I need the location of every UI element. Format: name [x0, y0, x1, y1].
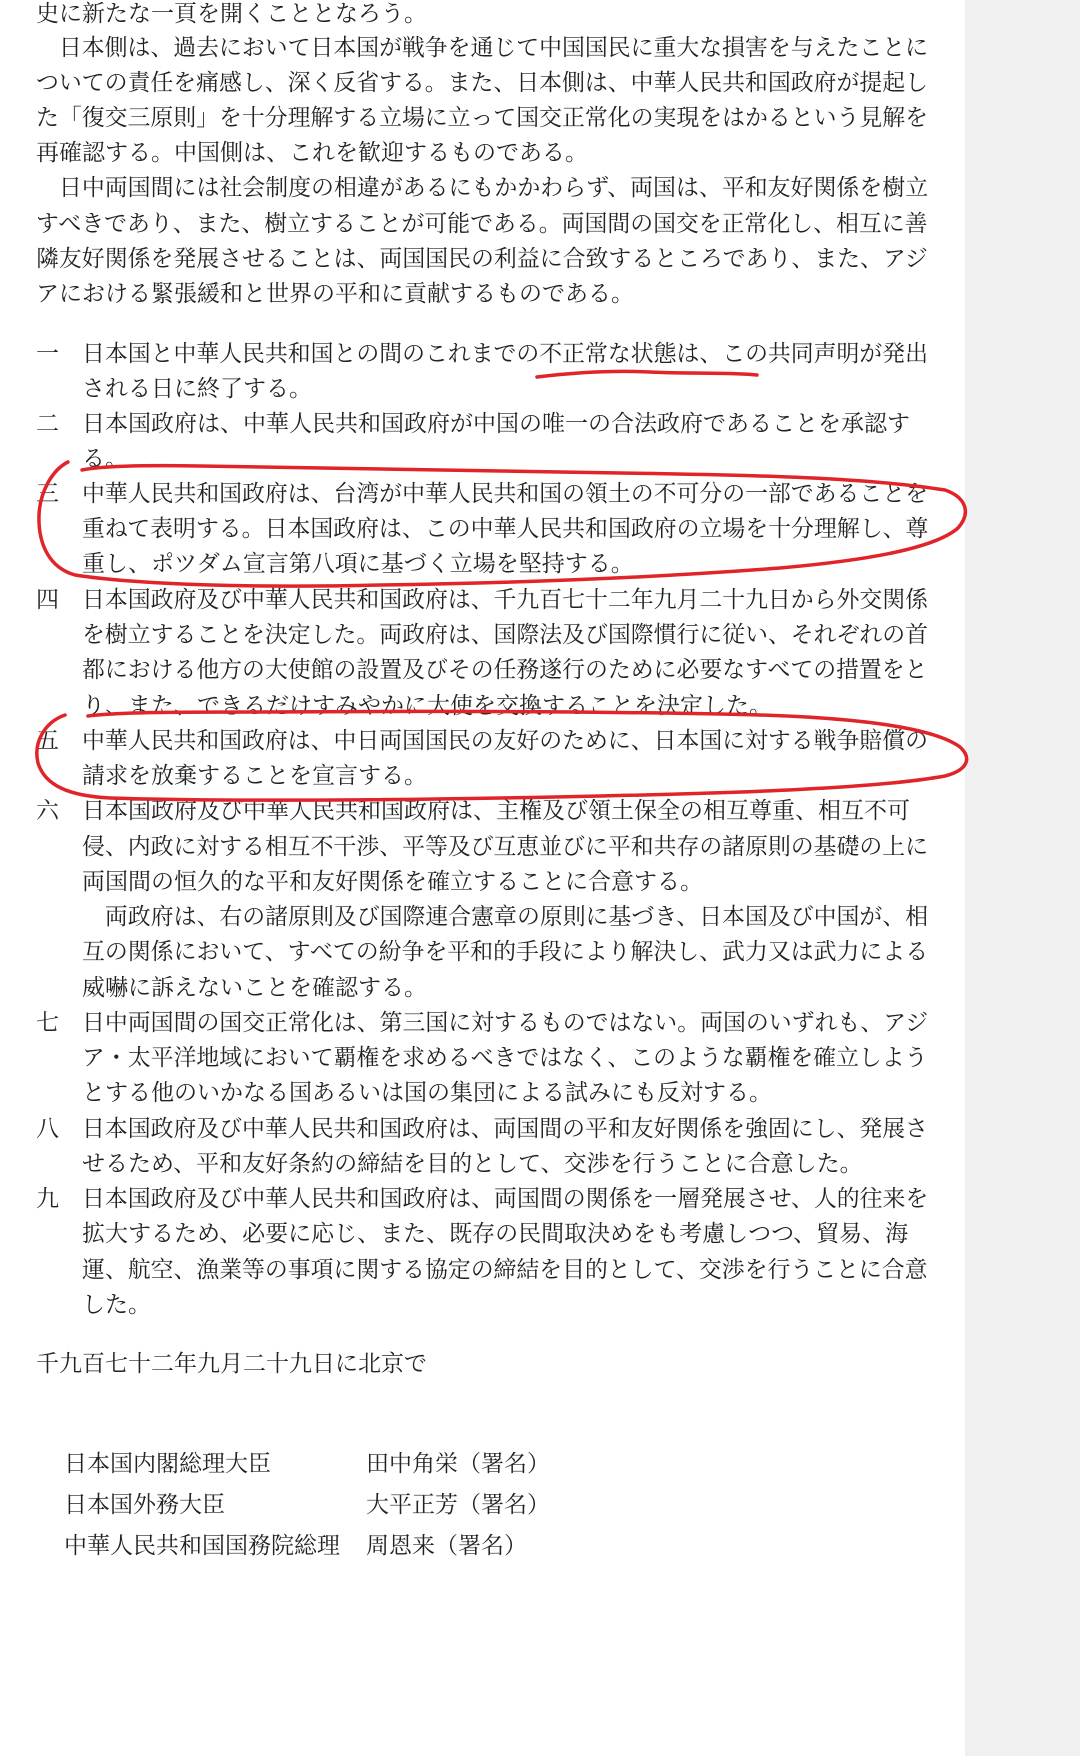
signatory-name: 大平正芳（署名）	[366, 1492, 550, 1518]
intro-line: 再確認する。中国側は、これを歓迎するものである。	[36, 140, 588, 166]
article-line: 日本国と中華人民共和国との間のこれまでの不正常な状態は、この共同声明が発出	[82, 341, 928, 367]
article-line: 日中両国間の国交正常化は、第三国に対するものではない。両国のいずれも、アジ	[82, 1010, 929, 1036]
intro-line: 日中両国間には社会制度の相違があるにもかかわらず、両国は、平和友好関係を樹立	[36, 175, 929, 201]
article-line: 重し、ポツダム宣言第八項に基づく立場を堅持する。	[82, 551, 634, 577]
article-number: 四	[36, 587, 59, 613]
article-line: る。	[82, 446, 128, 472]
signatory-title: 日本国内閣総理大臣	[64, 1451, 271, 1477]
article-line: 拡大するため、必要に応じ、また、既存の民間取決めをも考慮しつつ、貿易、海	[82, 1221, 909, 1247]
article-line: 日本国政府は、中華人民共和国政府が中国の唯一の合法政府であることを承認す	[82, 411, 910, 437]
article-line: ア・太平洋地域において覇権を求めるべきではなく、このような覇権を確立しよう	[82, 1045, 928, 1071]
intro-line: アにおける緊張緩和と世界の平和に貢献するものである。	[36, 281, 634, 307]
article-number: 二	[36, 411, 59, 437]
article-line: 中華人民共和国政府は、中日両国国民の友好のために、日本国に対する戦争賠償の	[82, 728, 928, 754]
intro-line: 隣友好関係を発展させることは、両国国民の利益に合致するところであり、また、アジ	[36, 246, 928, 272]
article-number: 九	[36, 1186, 59, 1212]
intro-line: 史に新たな一頁を開くこととなろう。	[36, 1, 427, 27]
article-line: される日に終了する。	[82, 376, 312, 402]
article-line: り、また、できるだけすみやかに大使を交換することを決定した。	[82, 693, 772, 719]
article-number: 七	[36, 1010, 59, 1036]
date-place: 千九百七十二年九月二十九日に北京で	[36, 1351, 427, 1377]
article-line: 重ねて表明する。日本国政府は、この中華人民共和国政府の立場を十分理解し、尊	[82, 516, 929, 542]
article-number: 五	[36, 728, 59, 754]
article-number: 八	[36, 1116, 59, 1142]
intro-line: た「復交三原則」を十分理解する立場に立って国交正常化の実現をはかるという見解を	[36, 105, 928, 131]
article-line: 両政府は、右の諸原則及び国際連合憲章の原則に基づき、日本国及び中国が、相	[82, 904, 929, 930]
article-number: 六	[36, 798, 59, 824]
article-number: 三	[36, 481, 59, 507]
article-line: 侵、内政に対する相互不干渉、平等及び互恵並びに平和共存の諸原則の基礎の上に	[82, 834, 928, 860]
article-line: とする他のいかなる国あるいは国の集団による試みにも反対する。	[82, 1080, 772, 1106]
article-line: した。	[82, 1292, 151, 1318]
article-line: 請求を放棄することを宣言する。	[82, 763, 427, 789]
signatory-title: 中華人民共和国国務院総理	[64, 1533, 340, 1559]
article-line: 威嚇に訴えないことを確認する。	[82, 975, 427, 1001]
article-line: 両国間の恒久的な平和友好関係を確立することに合意する。	[82, 869, 703, 895]
article-line: 日本国政府及び中華人民共和国政府は、両国間の関係を一層発展させ、人的往来を	[82, 1186, 929, 1212]
signatory-name: 田中角栄（署名）	[366, 1451, 550, 1477]
article-line: せるため、平和友好条約の締結を目的として、交渉を行うことに合意した。	[82, 1151, 863, 1177]
article-line: 都における他方の大使館の設置及びその任務遂行のために必要なすべての措置をと	[82, 657, 928, 683]
article-number: 一	[36, 341, 59, 367]
article-line: 日本国政府及び中華人民共和国政府は、千九百七十二年九月二十九日から外交関係	[82, 587, 928, 613]
intro-line: 日本側は、過去において日本国が戦争を通じて中国国民に重大な損害を与えたことに	[36, 35, 928, 61]
article-line: 運、航空、漁業等の事項に関する協定の締結を目的として、交渉を行うことに合意	[82, 1257, 928, 1283]
signatory-name: 周恩来（署名）	[366, 1533, 527, 1559]
article-line: 互の関係において、すべての紛争を平和的手段により解決し、武力又は武力による	[82, 939, 929, 965]
article-line: 日本国政府及び中華人民共和国政府は、両国間の平和友好関係を強固にし、発展さ	[82, 1116, 928, 1142]
signatory-title: 日本国外務大臣	[64, 1492, 225, 1518]
article-line: 日本国政府及び中華人民共和国政府は、主権及び領土保全の相互尊重、相互不可	[82, 798, 910, 824]
page-margin-strip	[965, 0, 1080, 1756]
intro-line: すべきであり、また、樹立することが可能である。両国間の国交を正常化し、相互に善	[36, 211, 928, 237]
article-line: を樹立することを決定した。両政府は、国際法及び国際慣行に従い、それぞれの首	[82, 622, 928, 648]
intro-line: ついての責任を痛感し、深く反省する。また、日本側は、中華人民共和国政府が提起し	[36, 70, 928, 96]
article-line: 中華人民共和国政府は、台湾が中華人民共和国の領土の不可分の一部であることを	[82, 481, 928, 507]
